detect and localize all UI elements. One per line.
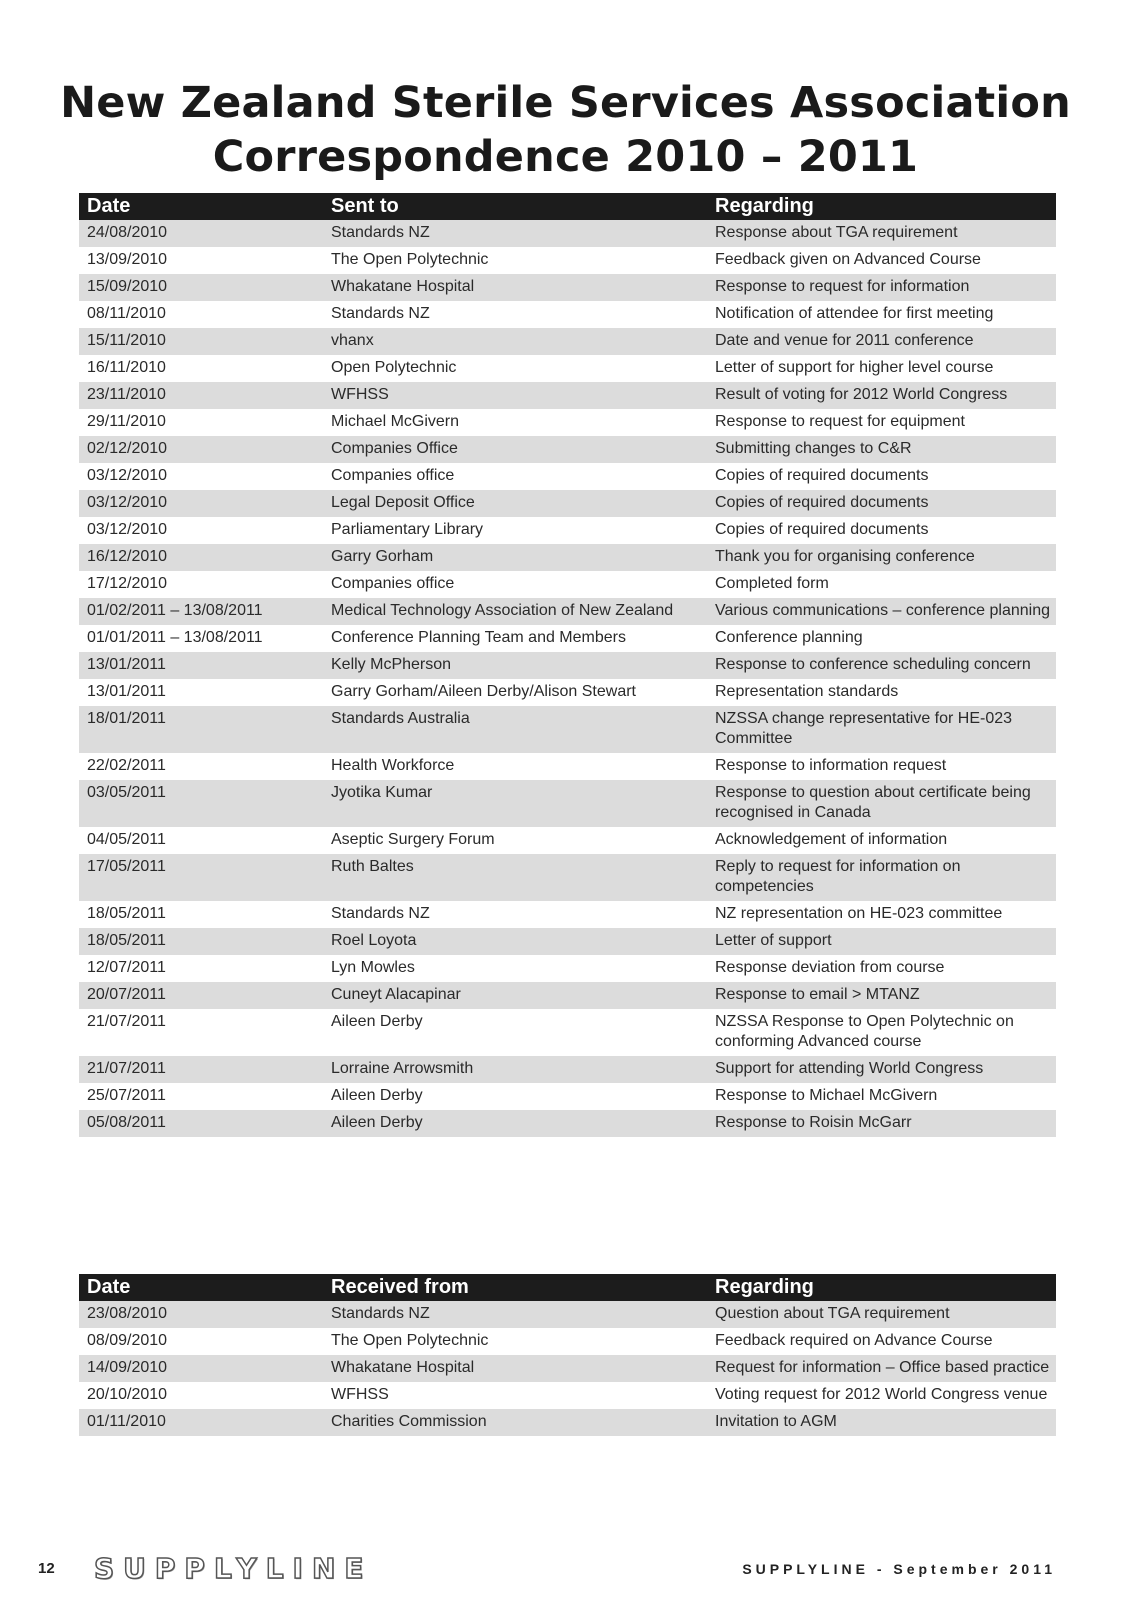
cell-correspondent: Standards NZ (331, 224, 430, 241)
table-row (79, 679, 1056, 706)
cell-correspondent: Charities Commission (331, 1413, 487, 1430)
cell-correspondent: Legal Deposit Office (331, 494, 475, 511)
cell-date: 01/02/2011 – 13/08/2011 (87, 602, 263, 619)
table-row (79, 827, 1056, 854)
table-row (79, 706, 1056, 753)
cell-regarding: Copies of required documents (715, 494, 929, 511)
cell-correspondent: Roel Loyota (331, 932, 417, 949)
cell-regarding: Letter of support for higher level course (715, 359, 994, 376)
cell-date: 13/01/2011 (87, 656, 166, 673)
table-row (79, 382, 1056, 409)
cell-correspondent: Cuneyt Alacapinar (331, 986, 461, 1003)
cell-regarding: Response to question about certificate being recognised in Canada (715, 784, 1031, 821)
cell-date: 01/11/2010 (87, 1413, 166, 1430)
cell-date: 17/12/2010 (87, 575, 168, 592)
cell-correspondent: Aileen Derby (331, 1087, 423, 1104)
cell-correspondent: Lyn Mowles (331, 959, 415, 976)
cell-regarding: Result of voting for 2012 World Congress (715, 386, 1008, 403)
cell-correspondent: Aileen Derby (331, 1114, 423, 1131)
sent-correspondence-table (79, 193, 1056, 1137)
table-row (79, 490, 1056, 517)
table-row (79, 355, 1056, 382)
cell-date: 13/09/2010 (87, 251, 168, 268)
cell-date: 21/07/2011 (87, 1060, 166, 1077)
page-title (0, 76, 1131, 184)
cell-date: 02/12/2010 (87, 440, 168, 457)
header-regarding: Regarding (715, 1276, 814, 1298)
cell-date: 22/02/2011 (87, 757, 166, 774)
page-footer (0, 1552, 1131, 1586)
header-date: Date (87, 1276, 131, 1298)
table-row (79, 625, 1056, 652)
cell-correspondent: Open Polytechnic (331, 359, 457, 376)
cell-regarding: Feedback required on Advance Course (715, 1332, 993, 1349)
cell-date: 18/01/2011 (87, 710, 166, 727)
cell-date: 08/11/2010 (87, 305, 166, 322)
cell-date: 20/07/2011 (87, 986, 166, 1003)
cell-date: 24/08/2010 (87, 224, 168, 241)
cell-date: 04/05/2011 (87, 831, 166, 848)
table-row (79, 652, 1056, 679)
cell-correspondent: Garry Gorham (331, 548, 434, 565)
title-line-2: Correspondence 2010 – 2011 (212, 132, 919, 182)
table-row (79, 436, 1056, 463)
cell-regarding: Response to information request (715, 757, 947, 774)
cell-date: 17/05/2011 (87, 858, 166, 875)
table-row (79, 753, 1056, 780)
header-date: Date (87, 195, 131, 217)
cell-correspondent: Standards NZ (331, 1305, 430, 1322)
cell-date: 16/11/2010 (87, 359, 166, 376)
cell-correspondent: Whakatane Hospital (331, 278, 475, 295)
cell-regarding: Acknowledgement of information (715, 831, 948, 848)
cell-regarding: Response about TGA requirement (715, 224, 958, 241)
cell-regarding: NZSSA change representative for HE-023 Committee (715, 710, 1013, 747)
cell-date: 23/11/2010 (87, 386, 166, 403)
cell-correspondent: Medical Technology Association of New Zealand (331, 602, 674, 619)
cell-regarding: Notification of attendee for first meeting (715, 305, 994, 322)
cell-date: 05/08/2011 (87, 1114, 166, 1131)
cell-regarding: Response to conference scheduling concern (715, 656, 1031, 673)
cell-date: 12/07/2011 (87, 959, 166, 976)
cell-regarding: Copies of required documents (715, 521, 929, 538)
table-row (79, 544, 1056, 571)
cell-correspondent: Jyotika Kumar (331, 784, 433, 801)
cell-date: 01/01/2011 – 13/08/2011 (87, 629, 263, 646)
cell-date: 08/09/2010 (87, 1332, 168, 1349)
cell-regarding: Various communications – conference planning (715, 602, 1051, 619)
received-correspondence-table (79, 1274, 1056, 1436)
table-row (79, 1409, 1056, 1436)
header-received-from: Received from (331, 1276, 469, 1298)
cell-correspondent: Kelly McPherson (331, 656, 452, 673)
cell-regarding: Reply to request for information on competencies (715, 858, 961, 895)
cell-correspondent: Companies Office (331, 440, 458, 457)
cell-correspondent: Lorraine Arrowsmith (331, 1060, 474, 1077)
table-row (79, 1328, 1056, 1355)
table-header (79, 193, 1056, 220)
cell-regarding: Submitting changes to C&R (715, 440, 912, 457)
table-row (79, 1382, 1056, 1409)
cell-regarding: Question about TGA requirement (715, 1305, 950, 1322)
table-row (79, 571, 1056, 598)
table-row (79, 247, 1056, 274)
cell-correspondent: Garry Gorham/Aileen Derby/Alison Stewart (331, 683, 636, 700)
cell-date: 25/07/2011 (87, 1087, 166, 1104)
cell-correspondent: Parliamentary Library (331, 521, 484, 538)
cell-correspondent: The Open Polytechnic (331, 251, 489, 268)
cell-correspondent: The Open Polytechnic (331, 1332, 489, 1349)
cell-correspondent: Companies office (331, 467, 455, 484)
cell-correspondent: Michael McGivern (331, 413, 460, 430)
issue-label: SUPPLYLINE - September 2011 (742, 1561, 1056, 1577)
table-row (79, 982, 1056, 1009)
table-row (79, 854, 1056, 901)
cell-correspondent: WFHSS (331, 1386, 389, 1403)
table-row (79, 301, 1056, 328)
table-row (79, 901, 1056, 928)
table-row (79, 328, 1056, 355)
cell-regarding: Conference planning (715, 629, 863, 646)
table-row (79, 409, 1056, 436)
cell-date: 14/09/2010 (87, 1359, 168, 1376)
cell-date: 03/05/2011 (87, 784, 166, 801)
cell-regarding: Thank you for organising conference (715, 548, 975, 565)
cell-correspondent: WFHSS (331, 386, 389, 403)
cell-date: 03/12/2010 (87, 494, 168, 511)
cell-correspondent: Standards NZ (331, 305, 430, 322)
cell-regarding: NZSSA Response to Open Polytechnic on conforming Advanced course (715, 1013, 1014, 1050)
header-regarding: Regarding (715, 195, 814, 217)
cell-date: 29/11/2010 (87, 413, 166, 430)
cell-regarding: Voting request for 2012 World Congress venue (715, 1386, 1048, 1403)
page-number: 12 (38, 1560, 55, 1577)
table-row (79, 780, 1056, 827)
cell-correspondent: Standards NZ (331, 905, 430, 922)
table-row (79, 517, 1056, 544)
cell-date: 16/12/2010 (87, 548, 168, 565)
table-row (79, 463, 1056, 490)
table-row (79, 1056, 1056, 1083)
cell-regarding: Response to Michael McGivern (715, 1087, 938, 1104)
cell-date: 03/12/2010 (87, 521, 168, 538)
table-row (79, 598, 1056, 625)
cell-date: 23/08/2010 (87, 1305, 168, 1322)
cell-correspondent: Whakatane Hospital (331, 1359, 475, 1376)
table-row (79, 1009, 1056, 1056)
cell-regarding: Request for information – Office based practice (715, 1359, 1050, 1376)
table-row (79, 274, 1056, 301)
cell-regarding: Completed form (715, 575, 829, 592)
cell-date: 18/05/2011 (87, 905, 166, 922)
cell-regarding: Feedback given on Advanced Course (715, 251, 981, 268)
supplyline-logo: SUPPLYLINE (94, 1552, 373, 1585)
cell-regarding: Invitation to AGM (715, 1413, 837, 1430)
cell-correspondent: vhanx (331, 332, 374, 349)
cell-regarding: Response to request for information (715, 278, 970, 295)
cell-regarding: NZ representation on HE-023 committee (715, 905, 1003, 922)
cell-date: 20/10/2010 (87, 1386, 168, 1403)
cell-regarding: Date and venue for 2011 conference (715, 332, 974, 349)
table-row (79, 1083, 1056, 1110)
cell-regarding: Letter of support (715, 932, 832, 949)
cell-correspondent: Conference Planning Team and Members (331, 629, 626, 646)
cell-regarding: Support for attending World Congress (715, 1060, 984, 1077)
cell-correspondent: Ruth Baltes (331, 858, 414, 875)
table-row (79, 1110, 1056, 1137)
table-header (79, 1274, 1056, 1301)
cell-date: 03/12/2010 (87, 467, 168, 484)
cell-correspondent: Aseptic Surgery Forum (331, 831, 495, 848)
cell-regarding: Response to request for equipment (715, 413, 965, 430)
cell-date: 15/11/2010 (87, 332, 166, 349)
cell-correspondent: Standards Australia (331, 710, 470, 727)
cell-regarding: Response to email > MTANZ (715, 986, 920, 1003)
cell-regarding: Representation standards (715, 683, 899, 700)
table-row (79, 1355, 1056, 1382)
cell-correspondent: Health Workforce (331, 757, 455, 774)
cell-correspondent: Aileen Derby (331, 1013, 423, 1030)
cell-date: 18/05/2011 (87, 932, 166, 949)
table-row (79, 220, 1056, 247)
cell-regarding: Response deviation from course (715, 959, 945, 976)
title-line-1: New Zealand Sterile Services Association (60, 78, 1071, 128)
cell-date: 13/01/2011 (87, 683, 166, 700)
cell-regarding: Copies of required documents (715, 467, 929, 484)
cell-date: 15/09/2010 (87, 278, 168, 295)
cell-regarding: Response to Roisin McGarr (715, 1114, 912, 1131)
table-row (79, 1301, 1056, 1328)
cell-correspondent: Companies office (331, 575, 455, 592)
table-row (79, 928, 1056, 955)
table-row (79, 955, 1056, 982)
header-sent-to: Sent to (331, 195, 399, 217)
cell-date: 21/07/2011 (87, 1013, 166, 1030)
